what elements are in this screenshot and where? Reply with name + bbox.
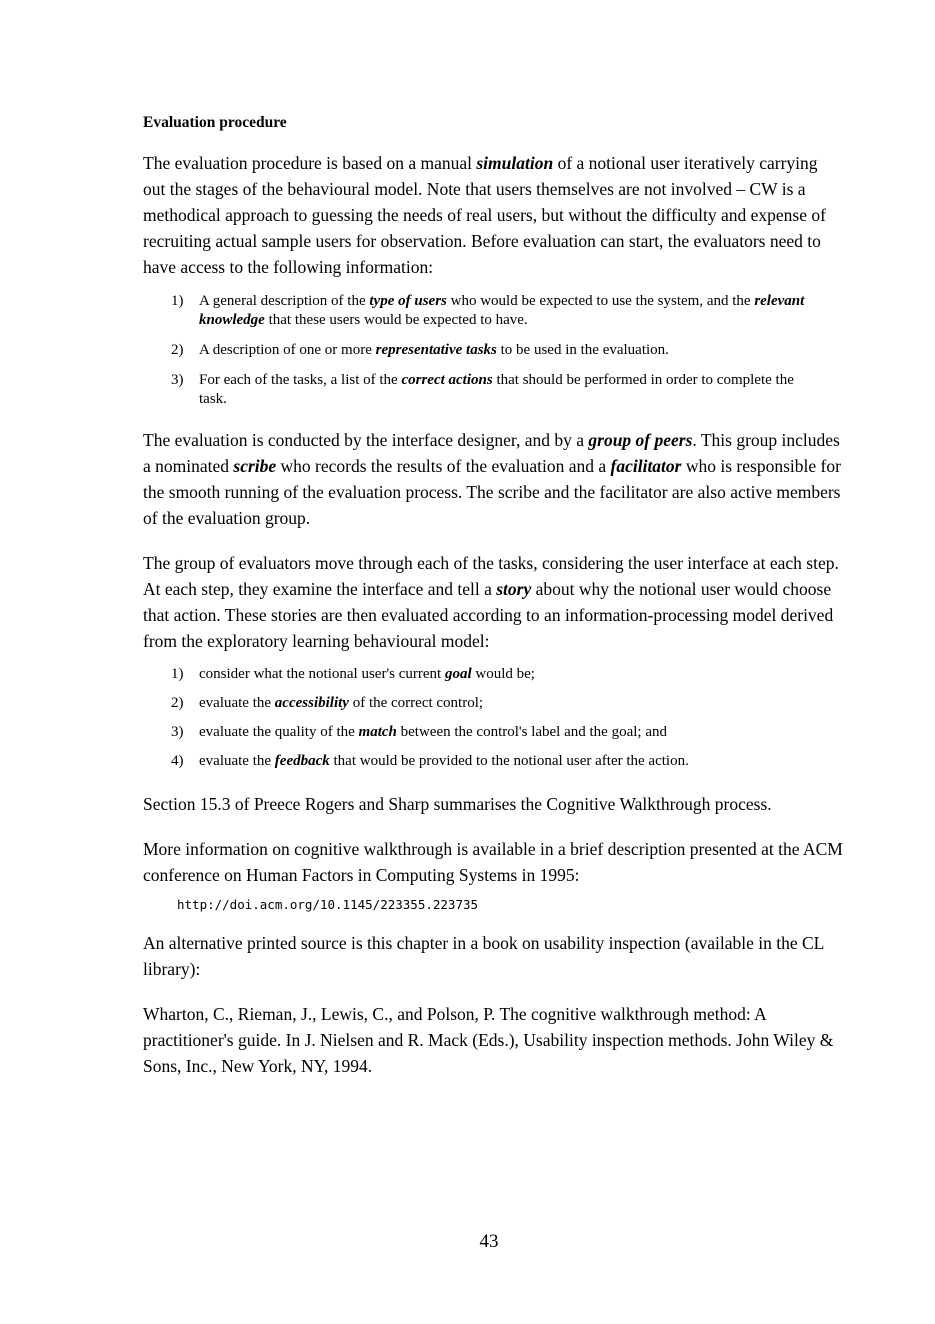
page-number: 43 (479, 1231, 499, 1252)
list-item: 1) A general description of the type of users who would be expected to use the system, and the relevant knowledge that these users would be expected to have. (171, 293, 805, 328)
paragraph-printed-source: An alternative printed source is this chapter in a book on usability inspection (available in the CL library): (143, 933, 824, 979)
list-item: 1) consider what the notional user's current goal would be; (171, 666, 535, 682)
citation: Wharton, C., Rieman, J., Lewis, C., and Polson, P. The cognitive walkthrough method: A practitioner's guide. In J. Nielsen and R. Mack (Eds.), Usability inspection methods. John Wiley & Sons, Inc., New York, NY, 1994. (143, 1004, 834, 1076)
evaluation-steps-list (171, 665, 811, 771)
list-item: 3) For each of the tasks, a list of the correct actions that should be performed in order to complete the task. (171, 372, 794, 407)
paragraph-procedure: The evaluation procedure is based on a manual simulation of a notional user iteratively carrying out the stages of the behavioural model. Note that users themselves are not involved – CW is a methodical approach to guessing the needs of real users, but without the difficulty and expense of recruiting actual sample users for observation. Before evaluation can start, the evaluators need to have access to the following information: (143, 153, 826, 277)
paragraph-section-reference: Section 15.3 of Preece Rogers and Sharp summarises the Cognitive Walkthrough process. (143, 794, 772, 814)
emphasis-group-of-peers: group of peers (588, 430, 693, 450)
reference-url: http://doi.acm.org/10.1145/223355.223735 (177, 897, 479, 912)
paragraph-more-information: More information on cognitive walkthrough is available in a brief description presented at the ACM conference on Human Factors in Computing Systems in 1995: (143, 839, 843, 885)
required-information-list (171, 292, 811, 409)
paragraph-peers: The evaluation is conducted by the interface designer, and by a group of peers. This group includes a nominated scribe who records the results of the evaluation and a facilitator who is responsible for the smooth running of the evaluation process. The scribe and the facilitator are also active members of the evaluation group. (143, 430, 841, 528)
emphasis-story: story (496, 579, 532, 599)
emphasis-simulation: simulation (476, 153, 554, 173)
list-item: 3) evaluate the quality of the match between the control's label and the goal; and (171, 724, 667, 740)
section-heading: Evaluation procedure (143, 114, 287, 131)
emphasis-facilitator: facilitator (610, 456, 682, 476)
paragraph-stories: The group of evaluators move through each of the tasks, considering the user interface at each step. At each step, they examine the interface and tell a story about why the notional user would choose that action. These stories are then evaluated according to an information-processing model derived from the exploratory learning behavioural model: (143, 553, 839, 651)
list-item: 2) evaluate the accessibility of the correct control; (171, 695, 484, 711)
list-item: 4) evaluate the feedback that would be provided to the notional user after the action. (171, 753, 689, 769)
list-item: 2) A description of one or more representative tasks to be used in the evaluation. (171, 342, 669, 358)
emphasis-scribe: scribe (233, 456, 277, 476)
